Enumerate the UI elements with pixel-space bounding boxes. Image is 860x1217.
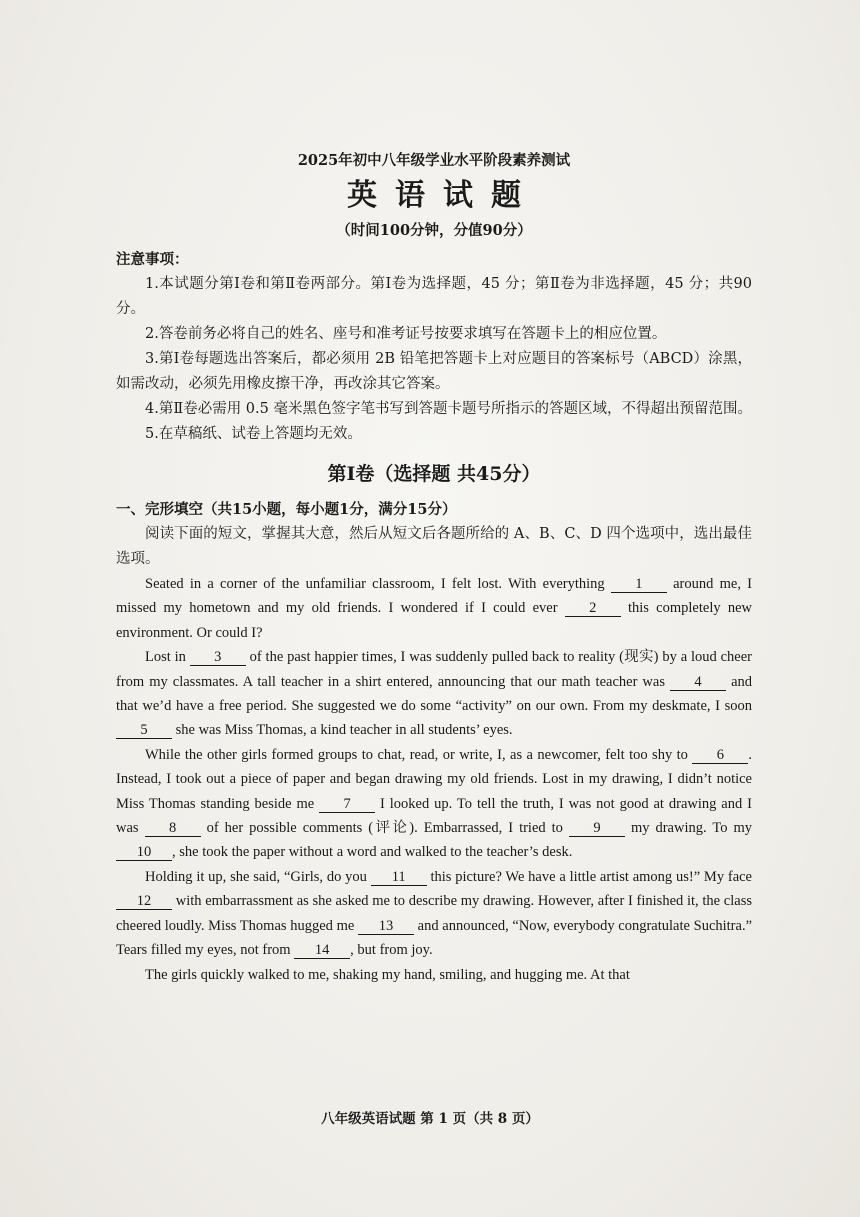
blank-6: 6 <box>692 747 748 764</box>
passage-text: While the other girls formed groups to chat, read, or write, I, as a newcomer, felt too shy to <box>145 746 693 763</box>
passage-text: Seated in a corner of the unfamiliar classroom, I felt lost. With everything <box>145 576 611 592</box>
notice-item: 1.本试题分第Ⅰ卷和第Ⅱ卷两部分。第Ⅰ卷为选择题，45 分；第Ⅱ卷为非选择题，45 分；共90分。 <box>116 276 752 317</box>
blank-14: 14 <box>294 942 350 959</box>
blank-7: 7 <box>319 796 375 813</box>
passage-text: this completely new environment. Or could I? <box>116 600 752 641</box>
passage-paragraph-2 <box>116 645 752 743</box>
blank-4: 4 <box>670 674 726 691</box>
blank-13: 13 <box>358 918 414 935</box>
passage-text: . Instead, I took out a piece of paper and began drawing my old friends. Lost in my drawing, I didn’t notice Miss Thomas standing beside me <box>116 746 752 812</box>
passage-text: of the past happier times, I was suddenly pulled back to reality (现实) by a loud cheer from my classmates. A tall teacher in a shirt entered, announcing that our math teacher was <box>116 649 752 690</box>
timing-info: （时间100分钟，分值90分） <box>336 222 532 239</box>
blank-11: 11 <box>371 869 427 886</box>
notice-item: 4.第Ⅱ卷必需用 0.5 毫米黑色签字笔书写到答题卡题号所指示的答题区域，不得超出预留范围。 <box>145 401 752 417</box>
blank-8: 8 <box>145 820 201 837</box>
passage-paragraph-4 <box>116 865 752 963</box>
blank-5: 5 <box>116 722 172 739</box>
notice-item: 5.在草稿纸、试卷上答题均无效。 <box>145 426 362 442</box>
passage-text: around me, I missed my hometown and my old friends. I wondered if I could ever <box>116 576 752 617</box>
passage-text: and announced, “Now, everybody congratulate Suchitra.” Tears filled my eyes, not from <box>116 917 753 959</box>
blank-2: 2 <box>565 600 621 617</box>
blank-9: 9 <box>569 820 625 837</box>
part-title: 第Ⅰ卷（选择题 共45分） <box>327 463 541 485</box>
passage-text: my drawing. To my <box>624 820 752 837</box>
passage-text: I looked up. To tell the truth, I was not good at drawing and I was <box>116 795 752 837</box>
page-content <box>116 150 752 987</box>
passage-text: and that we’d have a free period. She suggested we do some “activity” on our own. From my deskmate, I soon <box>116 673 753 715</box>
passage-text: she was Miss Thomas, a kind teacher in all students’ eyes. <box>172 722 513 739</box>
passage-text: Holding it up, she said, “Girls, do you <box>145 868 371 885</box>
section-instructions: 阅读下面的短文，掌握其大意，然后从短文后各题所给的 A、B、C、D 四个选项中，选出最佳选项。 <box>116 526 752 567</box>
exam-line: 2025年初中八年级学业水平阶段素养测试 <box>297 152 571 169</box>
passage-text: this picture? We have a little artist among us!” My face <box>426 868 752 885</box>
blank-1: 1 <box>611 576 667 593</box>
passage-text: of her possible comments (评论). Embarrassed, I tried to <box>200 820 569 837</box>
passage-text: Lost in <box>145 649 190 666</box>
passage-paragraph-3 <box>116 743 752 865</box>
notice-item: 2.答卷前务必将自己的姓名、座号和准考证号按要求填写在答题卡上的相应位置。 <box>145 326 667 342</box>
page-footer: 八年级英语试题 第 1 页（共 8 页） <box>321 1111 539 1127</box>
blank-10: 10 <box>116 844 172 861</box>
passage-text: , but from joy. <box>350 942 433 959</box>
blank-12: 12 <box>116 893 172 910</box>
blank-3: 3 <box>190 649 246 666</box>
passage-paragraph-5: The girls quickly walked to me, shaking my hand, smiling, and hugging me. At that <box>145 966 630 983</box>
passage-text: with embarrassment as she asked me to describe my drawing. However, after I finished it, the class cheered loudly. Miss Thomas hugged me <box>116 893 752 934</box>
passage-paragraph-1 <box>116 572 752 645</box>
notice-heading: 注意事项： <box>116 251 189 268</box>
subject-title: 英语试题 <box>347 178 539 213</box>
section-heading: 一、完形填空（共15小题，每小题1分，满分15分） <box>116 501 457 518</box>
notice-item: 3.第Ⅰ卷每题选出答案后，都必须用 2B 铅笔把答题卡上对应题目的答案标号（ABCD）涂黑，如需改动，必须先用橡皮擦干净，再改涂其它答案。 <box>116 351 752 392</box>
passage-text: , she took the paper without a word and walked to the teacher’s desk. <box>172 844 573 861</box>
